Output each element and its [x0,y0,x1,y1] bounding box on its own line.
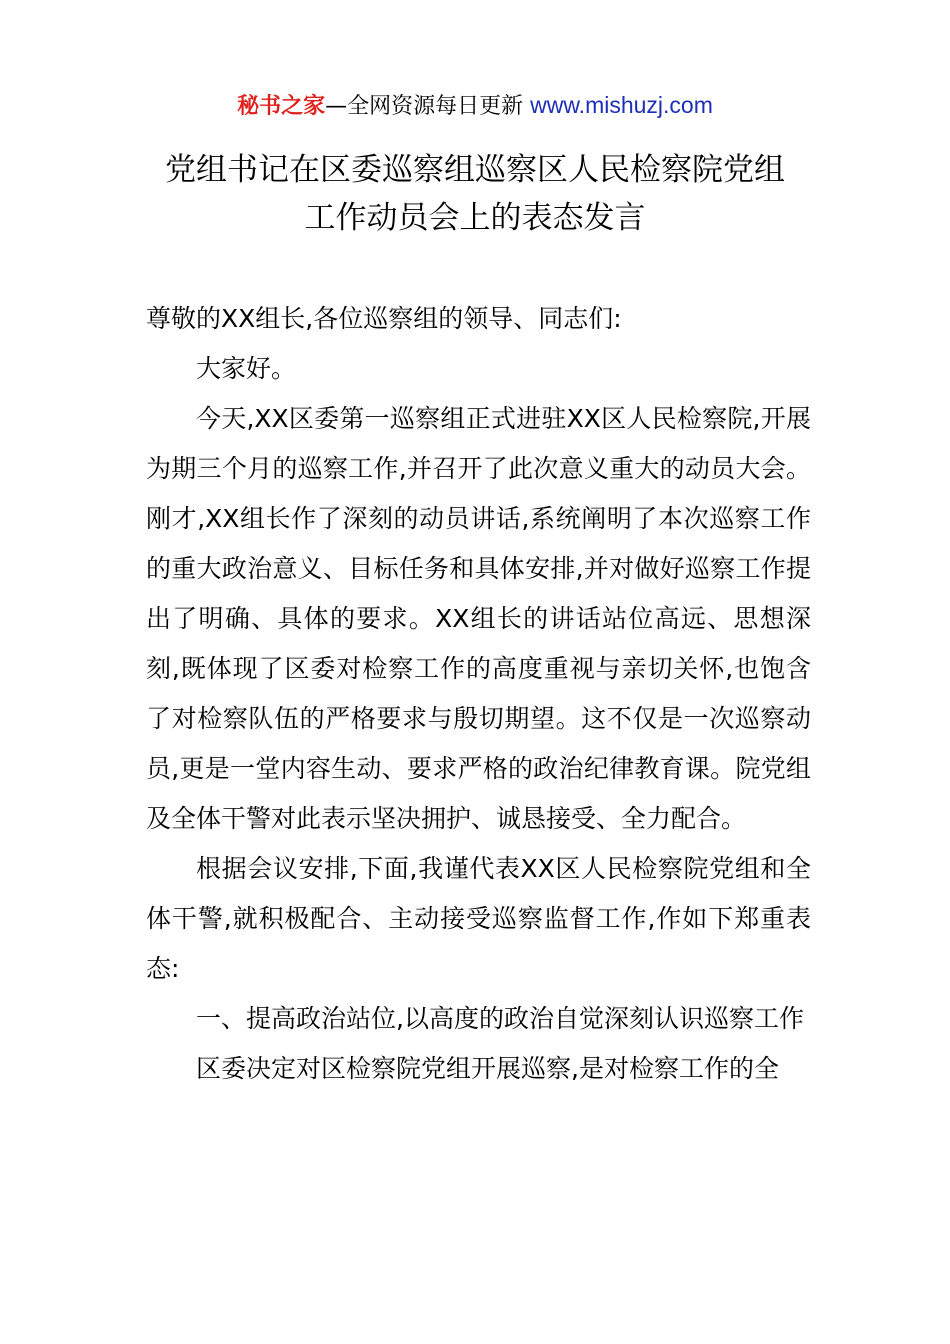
greeting-paragraph: 大家好。 [196,354,297,383]
body-paragraph: 根据会议安排,下面,我谨代表XX区人民检察院党组和全体干警,就积极配合、主动接受巡察监督工作,作如下郑重表态: [146,854,811,983]
header-tagline: —全网资源每日更新 [325,94,524,119]
section-heading: 一、提高政治站位,以高度的政治自觉深刻认识巡察工作 [196,1004,804,1033]
title-line-1: 党组书记在区委巡察组巡察区人民检察院党组 [165,152,785,188]
document-body [146,294,811,1094]
site-url-link[interactable]: www.mishuzj.com [530,92,713,118]
brand-name: 秘书之家 [237,94,326,119]
body-paragraph: 区委决定对区检察院党组开展巡察,是对检察工作的全 [196,1054,779,1083]
title-line-2: 工作动员会上的表态发言 [304,200,646,236]
salutation: 尊敬的XX组长,各位巡察组的领导、同志们: [146,304,622,333]
body-paragraph: 今天,XX区委第一巡察组正式进驻XX区人民检察院,开展为期三个月的巡察工作,并召开了此次意义重大的动员大会。刚才,XX组长作了深刻的动员讲话,系统阐明了本次巡察工作的重大政治意义、目标任务和具体安排,并对做好巡察工作提出了明确、具体的要求。XX组长的讲话站位高远、思想深刻,既体现了区委对检察工作的高度重视与亲切关怀,也饱含了对检察队伍的严格要求与殷切期望。这不仅是一次巡察动员,更是一堂内容生动、要求严格的政治纪律教育课。院党组及全体干警对此表示坚决拥护、诚恳接受、全力配合。 [146,404,811,833]
site-header [0,88,950,124]
document-title [120,146,830,242]
